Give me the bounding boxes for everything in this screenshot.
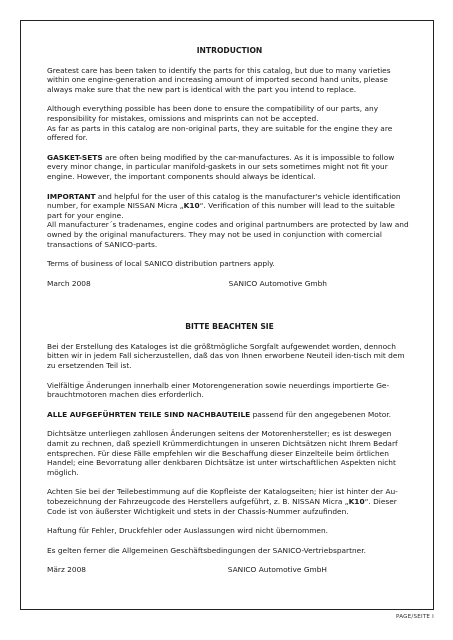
german-paragraph-care: Bei der Erstellung des Kataloges ist die größtmögliche Sorgfalt aufgewendet worden, dennoch bitten wir in jedem Fall sicherzustellen, daß das von Ihnen erworbene Neuteil iden-tisch mit dem zu ersetzenden Teil ist. — [47, 341, 405, 371]
intro-paragraph-compatibility — [47, 104, 412, 142]
introduction-heading: INTRODUCTION — [196, 46, 263, 55]
german-date: März 2008 — [47, 565, 86, 575]
trademark-text: All manufacturer´s tradenames, engine codes and original partnumbers are protected by law and owned by the original manufacturers. They may not be used in conjunction with comercial transactions of SANICO-parts. — [47, 220, 409, 249]
german-company: SANICO Automotive GmbH — [227, 565, 327, 575]
english-date: March 2008 — [47, 278, 91, 288]
german-heading: BITTE BEACHTEN SIE — [185, 322, 274, 332]
replica-parts-label: ALLE AUFGEFÜHRTEN TEILE SIND NACHBAUTEILE — [47, 409, 251, 419]
replica-parts-text: passend für den angegebenen Motor. — [250, 409, 391, 419]
important-text-end: “. Verification of this number will lead to the suitable part for your engine. — [47, 201, 395, 220]
german-paragraph-replica-parts — [47, 410, 412, 420]
vehicle-code: K10 — [183, 201, 200, 211]
non-original-text: As far as parts in this catalog are non-original parts, they are suitable for the engine they are offered for. — [47, 123, 393, 143]
gasket-sets-text: are often being modified by the car-manufactures. As it is impossible to follow every minor change, in particular manifold-gaskets in our sets sometimes might not fit your engine. However, the important components should always be identical. — [47, 152, 395, 181]
german-paragraph-gaskets: Dichtsätze unterliegen zahllosen Änderungen seitens der Motorenhersteller; es ist deswegen damit zu rechnen, daß speziell Krümmerdichtungen in unseren Dichtsätzen nicht Ihrem Bedarf entsprechen. Für diese Fälle empfehlen wir die Beschaffung dieser Einzelteile beim örtlichen Handel; eine Bevorratung aller denkbaren Dichtsätze ist unter wirtschaftlichen Aspekten nicht möglich. — [47, 429, 398, 477]
intro-paragraph-important — [47, 192, 412, 250]
intro-paragraph-gasket-sets — [47, 153, 412, 182]
german-paragraph-liability: Haftung für Fehler, Druckfehler oder Auslassungen wird nicht übernommen. — [47, 526, 328, 536]
vehicle-code-text: Achten Sie bei der Teilebestimmung auf die Kopfleiste der Katalogseiten; hier ist hinter der Au-tobezeichnung der Fahrzeugcode des Herstellers aufgeführt, z. B. NISSAN Micra „ — [47, 487, 398, 506]
german-paragraph-vehicle-code — [47, 487, 412, 516]
compatibility-text: Although everything possible has been done to ensure the compatibility of our parts, any responsibility for mistakes, omissions and misprints can not be accepted. — [47, 104, 379, 123]
german-vehicle-code: K10 — [348, 497, 365, 506]
german-signature-row — [47, 565, 327, 575]
intro-paragraph-care: Greatest care has been taken to identify the parts for this catalog, but due to many varieties within one engine-generation and increasing amount of imported second hand units, please always make sure that the new part is identical with the part you intend to replace. — [47, 65, 391, 94]
vehicle-code-text-end: “. Dieser Code ist von äußerster Wichtigkeit und stets in der Chassis-Nummer aufzufinden. — [47, 497, 397, 516]
intro-paragraph-terms: Terms of business of local SANICO distribution partners apply. — [47, 259, 275, 269]
page-number: PAGE/SEITE I — [395, 614, 434, 620]
important-text: and helpful for the user of this catalog is the manufacturer's vehicle identification number, for example NISSAN Micra „ — [47, 191, 401, 211]
german-paragraph-changes: Vielfältige Änderungen innerhalb einer Motorengeneration sowie neuerdings importierte Ge-brauchtmotoren machen dies erforderlich. — [47, 380, 390, 400]
page-content — [47, 46, 412, 575]
english-signature-row — [47, 279, 327, 289]
english-company: SANICO Automotive Gmbh — [228, 278, 327, 288]
gasket-sets-label: GASKET-SETS — [47, 152, 103, 162]
german-paragraph-terms: Es gelten ferner die Allgemeinen Geschäftsbedingungen der SANICO-Vertriebspartner. — [47, 545, 366, 555]
important-label: IMPORTANT — [47, 191, 96, 201]
